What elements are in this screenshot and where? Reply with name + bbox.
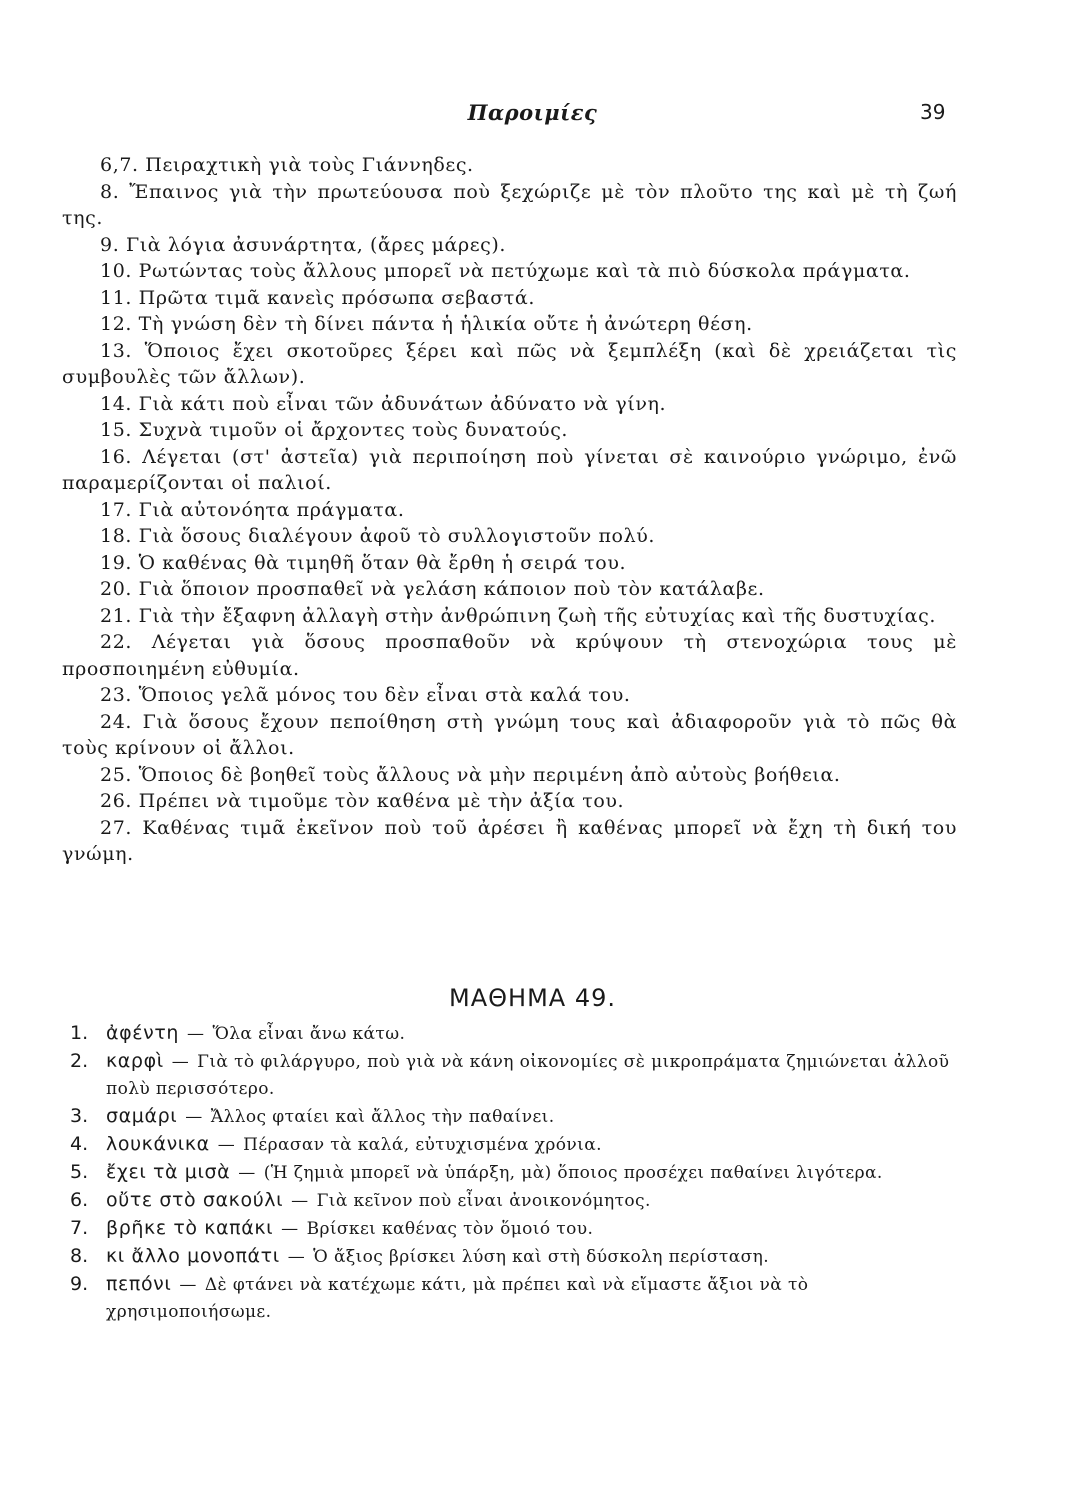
note-text: Γιὰ ὅσους ἔχουν πεποίθηση στὴ γνώμη τους καὶ ἀδιαφοροῦν γιὰ τὸ πῶς θὰ τοὺς κρίνουν οἱ ἄλλοι. bbox=[62, 710, 958, 759]
note-number: 23. bbox=[100, 684, 133, 706]
note-text: Ἔπαινος γιὰ τὴν πρωτεύουσα ποὺ ξεχώριζε μὲ τὸν πλοῦτο της καὶ μὲ τὴ ζωή της. bbox=[62, 180, 958, 229]
lesson-item-number: 3. bbox=[70, 1105, 89, 1127]
note-item bbox=[62, 629, 957, 682]
note-text: Γιὰ ὅποιον προσπαθεῖ νὰ γελάση κάποιον ποὺ τὸν κατάλαβε. bbox=[138, 578, 765, 600]
note-number: 18. bbox=[100, 525, 133, 547]
lesson-item-number: 1. bbox=[70, 1022, 89, 1044]
note-item bbox=[62, 762, 957, 789]
lesson-item-term: οὔτε στὸ σακούλι bbox=[106, 1189, 284, 1211]
notes-list bbox=[62, 152, 957, 868]
note-item bbox=[62, 417, 957, 444]
note-number: 24. bbox=[100, 710, 133, 733]
note-number: 20. bbox=[100, 578, 133, 600]
note-number: 13. bbox=[100, 339, 133, 362]
page-number: 39 bbox=[920, 100, 946, 124]
note-number: 27. bbox=[100, 816, 133, 839]
lesson-item bbox=[70, 1159, 960, 1187]
note-text: Πρῶτα τιμᾶ κανεὶς πρόσωπα σεβαστά. bbox=[138, 286, 535, 309]
lesson-item-text: Δὲ φτάνει νὰ κατέχωμε κάτι, μὰ πρέπει καὶ νὰ εἴμαστε ἄξιοι νὰ τὸ χρησιμοποιήσωμε. bbox=[106, 1275, 809, 1322]
note-number: 22. bbox=[100, 631, 133, 653]
note-number: 25. bbox=[100, 763, 133, 786]
note-number: 17. bbox=[100, 498, 133, 521]
note-item bbox=[62, 603, 957, 630]
note-number: 16. bbox=[100, 445, 133, 468]
note-number: 12. bbox=[100, 313, 133, 335]
lesson-item-text: Ὅλα εἶναι ἄνω κάτω. bbox=[212, 1024, 406, 1044]
note-text: Γιὰ τὴν ἔξαφνη ἀλλαγὴ στὴν ἀνθρώπινη ζωὴ τῆς εὐτυχίας καὶ τῆς δυστυχίας. bbox=[138, 604, 936, 627]
lesson-item bbox=[70, 1271, 960, 1326]
lesson-item-number: 6. bbox=[70, 1189, 89, 1211]
lesson-item-dash: — bbox=[291, 1191, 309, 1211]
note-item bbox=[62, 815, 957, 868]
note-text: Ρωτώντας τοὺς ἄλλους μπορεῖ νὰ πετύχωμε καὶ τὰ πιὸ δύσκολα πράγματα. bbox=[138, 260, 911, 282]
note-item bbox=[62, 576, 957, 603]
note-text: Λέγεται (στ' ἀστεῖα) γιὰ περιποίηση ποὺ γίνεται σὲ καινούριο γνώριμο, ἐνῶ παραμερίζονται οἱ παλιοί. bbox=[62, 445, 957, 494]
note-number: 15. bbox=[100, 419, 133, 441]
note-text: Λέγεται γιὰ ὅσους προσπαθοῦν νὰ κρύψουν τὴ στενοχώρια τους μὲ προσποιημένη εὐθυμία. bbox=[62, 631, 958, 680]
lesson-item-term: λουκάνικα bbox=[106, 1133, 210, 1155]
lesson-item-number: 5. bbox=[70, 1161, 89, 1183]
note-text: Ὁ καθένας θὰ τιμηθῆ ὅταν θὰ ἔρθη ἡ σειρά του. bbox=[138, 551, 627, 574]
note-item bbox=[62, 152, 957, 179]
lesson-item-text: Γιὰ κεῖνον ποὺ εἶναι ἀνοικονόμητος. bbox=[316, 1191, 651, 1211]
note-item bbox=[62, 523, 957, 550]
lesson-item-term: ἔχει τὰ μισὰ bbox=[106, 1161, 231, 1183]
note-text: Τὴ γνώση δὲν τὴ δίνει πάντα ἡ ἡλικία οὔτε ἡ ἀνώτερη θέση. bbox=[138, 313, 753, 335]
note-item bbox=[62, 258, 957, 285]
note-text: Ὅποιος δὲ βοηθεῖ τοὺς ἄλλους νὰ μὴν περιμένη ἀπὸ αὐτοὺς βοήθεια. bbox=[138, 763, 841, 786]
page-header-title: Παροιμίες bbox=[467, 100, 598, 125]
note-number: 9. bbox=[100, 233, 120, 256]
lesson-item-number: 4. bbox=[70, 1133, 89, 1155]
note-item bbox=[62, 444, 957, 497]
lesson-item bbox=[70, 1131, 960, 1159]
lesson-item-term: κι ἄλλο μονοπάτι bbox=[106, 1245, 280, 1267]
note-item bbox=[62, 285, 957, 312]
note-item bbox=[62, 550, 957, 577]
lesson-item-number: 8. bbox=[70, 1245, 89, 1267]
note-number: 8. bbox=[100, 180, 120, 203]
note-item bbox=[62, 682, 957, 709]
lesson-item-text: Ἄλλος φταίει καὶ ἄλλος τὴν παθαίνει. bbox=[210, 1107, 555, 1127]
note-number: 21. bbox=[100, 604, 133, 627]
note-text: Γιὰ λόγια ἀσυνάρτητα, (ἄρες μάρες). bbox=[125, 233, 507, 256]
note-text: Γιὰ κάτι ποὺ εἶναι τῶν ἀδυνάτων ἀδύνατο νὰ γίνη. bbox=[138, 392, 667, 415]
lesson-item-dash: — bbox=[281, 1219, 299, 1239]
note-text: Πρέπει νὰ τιμοῦμε τὸν καθένα μὲ τὴν ἀξία του. bbox=[138, 790, 625, 812]
note-item bbox=[62, 497, 957, 524]
note-item bbox=[62, 179, 957, 232]
note-number: 14. bbox=[100, 392, 133, 415]
note-text: Γιὰ ὅσους διαλέγουν ἀφοῦ τὸ συλλογιστοῦν πολύ. bbox=[138, 525, 656, 547]
lesson-item-dash: — bbox=[187, 1024, 205, 1044]
lesson-item-text: Ὁ ἄξιος βρίσκει λύση καὶ στὴ δύσκολη περίσταση. bbox=[313, 1247, 770, 1267]
lesson-item-text: (Ἡ ζημιὰ μπορεῖ νὰ ὑπάρξη, μὰ) ὅποιος προσέχει παθαίνει λιγότερα. bbox=[263, 1163, 883, 1183]
lesson-item-term: πεπόνι bbox=[106, 1273, 172, 1295]
lesson-item-number: 9. bbox=[70, 1273, 89, 1295]
note-text: Πειραχτικὴ γιὰ τοὺς Γιάννηδες. bbox=[145, 154, 474, 176]
lesson-item-dash: — bbox=[185, 1107, 203, 1127]
lesson-item-number: 2. bbox=[70, 1050, 89, 1072]
note-text: Γιὰ αὐτονόητα πράγματα. bbox=[138, 498, 405, 521]
lesson-item-number: 7. bbox=[70, 1217, 89, 1239]
note-item bbox=[62, 338, 957, 391]
lesson-item bbox=[70, 1243, 960, 1271]
lesson-item-text: Πέρασαν τὰ καλά, εὐτυχισμένα χρόνια. bbox=[243, 1135, 602, 1155]
note-item bbox=[62, 232, 957, 259]
note-text: Καθένας τιμᾶ ἐκεῖνον ποὺ τοῦ ἀρέσει ἢ καθένας μπορεῖ νὰ ἔχη τὴ δική του γνώμη. bbox=[62, 816, 957, 865]
note-number: 10. bbox=[100, 260, 133, 282]
note-number: 11. bbox=[100, 286, 133, 309]
lesson-item-dash: — bbox=[217, 1135, 236, 1155]
note-number: 26. bbox=[100, 790, 133, 812]
lesson-item-term: ἀφέντη bbox=[106, 1022, 180, 1044]
note-item bbox=[62, 788, 957, 815]
lesson-item-text: Βρίσκει καθένας τὸν ὅμοιό του. bbox=[306, 1219, 594, 1239]
lesson-item bbox=[70, 1020, 960, 1048]
lesson-item-dash: — bbox=[238, 1163, 256, 1183]
lesson-item-dash: — bbox=[179, 1275, 197, 1295]
note-text: Ὅποιος ἔχει σκοτοῦρες ξέρει καὶ πῶς νὰ ξεμπλέξη (καὶ δὲ χρειάζεται τὶς συμβουλὲς τῶν ἄλλων). bbox=[62, 339, 958, 388]
note-text: Ὅποιος γελᾶ μόνος του δὲν εἶναι στὰ καλά του. bbox=[138, 684, 631, 706]
lesson-item bbox=[70, 1215, 960, 1243]
lesson-item-dash: — bbox=[287, 1247, 306, 1267]
lesson-item-dash: — bbox=[171, 1052, 190, 1072]
lesson-list bbox=[70, 1020, 960, 1326]
note-text: Συχνὰ τιμοῦν οἱ ἄρχοντες τοὺς δυνατούς. bbox=[138, 419, 569, 441]
note-item bbox=[62, 311, 957, 338]
lesson-item-term: βρῆκε τὸ καπάκι bbox=[106, 1217, 274, 1239]
lesson-item-text: Γιὰ τὸ φιλάργυρο, ποὺ γιὰ νὰ κάνη οἰκονομίες σὲ μικροπράματα ζημιώνεται ἀλλοῦ πολὺ περισσότερο. bbox=[106, 1052, 950, 1099]
lesson-item bbox=[70, 1048, 960, 1103]
note-item bbox=[62, 709, 957, 762]
note-item bbox=[62, 391, 957, 418]
lesson-item-term: καρφὶ bbox=[106, 1050, 164, 1072]
lesson-item-term: σαμάρι bbox=[106, 1105, 178, 1127]
lesson-item bbox=[70, 1187, 960, 1215]
lesson-item bbox=[70, 1103, 960, 1131]
note-number: 6,7. bbox=[100, 154, 139, 176]
note-number: 19. bbox=[100, 551, 133, 574]
lesson-heading: ΜΑΘΗΜΑ 49. bbox=[449, 984, 616, 1012]
